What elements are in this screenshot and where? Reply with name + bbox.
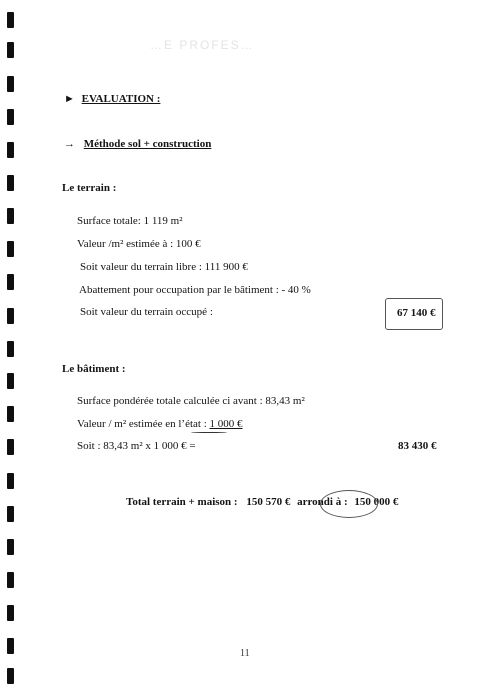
binding-hole — [7, 605, 14, 621]
total-label: Total terrain + maison : — [126, 496, 238, 508]
method-heading — [64, 138, 211, 150]
section-heading — [64, 93, 160, 105]
binding-hole — [7, 208, 14, 224]
right-arrow-icon: → — [64, 138, 75, 150]
terrain-valeur-m2: Valeur /m² estimée à : 100 € — [77, 238, 201, 250]
batiment-valeur-label: Valeur / m² estimée en l’état : — [77, 418, 210, 430]
binding-hole — [7, 241, 14, 257]
binding-hole — [7, 175, 14, 191]
batiment-valeur — [77, 418, 243, 430]
binding-hole — [7, 42, 14, 58]
binding-hole — [7, 406, 14, 422]
binding-hole — [7, 142, 14, 158]
binding-hole — [7, 341, 14, 357]
batiment-valeur-amount: 1 000 € — [209, 418, 243, 430]
binding-hole — [7, 572, 14, 588]
binding-hole — [7, 539, 14, 555]
total-value: 150 570 € — [246, 496, 291, 508]
triangle-marker-icon: ► — [64, 93, 75, 105]
binding-hole — [7, 274, 14, 290]
terrain-surface: Surface totale: 1 119 m² — [77, 215, 183, 227]
terrain-heading: Le terrain : — [62, 182, 117, 194]
binding-hole — [7, 308, 14, 324]
page-number: 11 — [240, 648, 250, 659]
batiment-heading: Le bâtiment : — [62, 363, 126, 375]
binding-hole — [7, 439, 14, 455]
terrain-occupe-value: 67 140 € — [397, 307, 436, 319]
arrondi-value: 150 000 € — [354, 496, 399, 508]
section-title: EVALUATION : — [81, 93, 161, 105]
handwritten-circle — [320, 490, 378, 518]
batiment-soit-value: 83 430 € — [398, 440, 437, 452]
binding-hole — [7, 76, 14, 92]
binding-hole — [7, 109, 14, 125]
binding-hole — [7, 373, 14, 389]
terrain-valeur-libre: Soit valeur du terrain libre : 111 900 € — [80, 261, 248, 273]
batiment-soit: Soit : 83,43 m² x 1 000 € = — [77, 440, 196, 452]
terrain-abattement: Abattement pour occupation par le bâtiment : - 40 % — [79, 284, 311, 296]
binding-hole — [7, 668, 14, 684]
binding-hole — [7, 506, 14, 522]
binding-hole — [7, 638, 14, 654]
handwritten-underline — [191, 432, 227, 433]
arrondi-label: arrondi à : — [297, 496, 348, 508]
binding-hole — [7, 12, 14, 28]
binding-hole — [7, 473, 14, 489]
binding-holes — [0, 0, 20, 688]
faint-header: …E PROFES… — [150, 38, 255, 52]
terrain-occupe-label: Soit valeur du terrain occupé : — [80, 306, 213, 318]
method-title: Méthode sol + construction — [83, 138, 212, 150]
batiment-surface: Surface pondérée totale calculée ci avant : 83,43 m² — [77, 395, 305, 407]
